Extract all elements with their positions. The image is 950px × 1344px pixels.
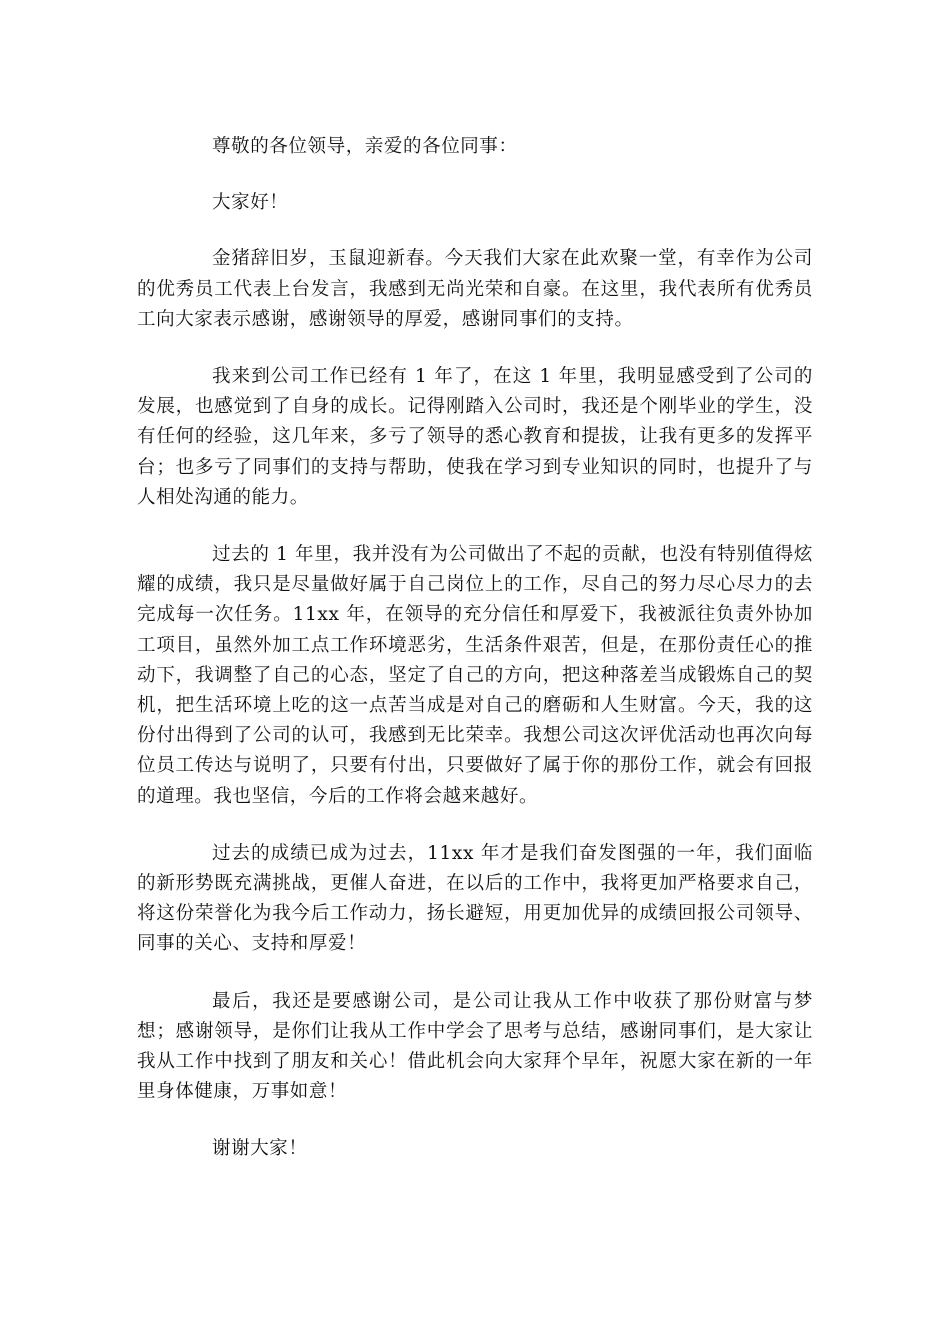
paragraph-opening: 金猪辞旧岁，玉鼠迎新春。今天我们大家在此欢聚一堂，有幸作为公司的优秀员工代表上台发言，我感到无尚光荣和自豪。在这里，我代表所有优秀员工向大家表示感谢，感谢领导的厚爱，感谢同事们的支持。 bbox=[137, 248, 813, 330]
paragraph-thanks: 最后，我还是要感谢公司，是公司让我从工作中收获了那份财富与梦想；感谢领导，是你们让我从工作中学会了思考与总结，感谢同事们，是大家让我从工作中找到了朋友和关心！借此机会向大家拜个早年，祝愿大家在新的一年里身体健康，万事如意！ bbox=[137, 990, 813, 1103]
paragraph-future: 过去的成绩已成为过去，11xx 年才是我们奋发图强的一年，我们面临的新形势既充满挑战，更催人奋进，在以后的工作中，我将更加严格要求自己，将这份荣誉化为我今后工作动力，扬长避短，用更加优异的成绩回报公司领导、同事的关心、支持和厚爱！ bbox=[137, 842, 813, 955]
paragraph-achievements: 过去的 1 年里，我并没有为公司做出了不起的贡献，也没有特别值得炫耀的成绩，我只是尽量做好属于自己岗位上的工作，尽自己的努力尽心尽力的去完成每一次任务。11xx 年，在领导的充分信任和厚爱下，我被派往负责外协加工项目，虽然外加工点工作环境恶劣，生活条件艰苦，但是，在那份责任心的推动下，我调整了自己的心态，坚定了自己的方向，把这种落差当成锻炼自己的契机，把生活环境上吃的这一点苦当成是对自己的磨砺和人生财富。今天，我的这份付出得到了公司的认可，我感到无比荣幸。我想公司这次评优活动也再次向每位员工传达与说明了，只要有付出，只要做好了属于你的那份工作，就会有回报的道理。我也坚信，今后的工作将会越来越好。 bbox=[137, 544, 813, 807]
greeting: 大家好！ bbox=[212, 192, 289, 214]
closing: 谢谢大家！ bbox=[212, 1138, 308, 1160]
salutation: 尊敬的各位领导，亲爱的各位同事： bbox=[212, 136, 518, 157]
speech-body bbox=[137, 132, 813, 1165]
paragraph-growth: 我来到公司工作已经有 1 年了，在这 1 年里，我明显感受到了公司的发展，也感觉到了自身的成长。记得刚踏入公司时，我还是个刚毕业的学生，没有任何的经验，这几年来，多亏了领导的悉心教育和提拔，让我有更多的发挥平台；也多亏了同事们的支持与帮助，使我在学习到专业知识的同时，也提升了与人相处沟通的能力。 bbox=[137, 366, 813, 508]
